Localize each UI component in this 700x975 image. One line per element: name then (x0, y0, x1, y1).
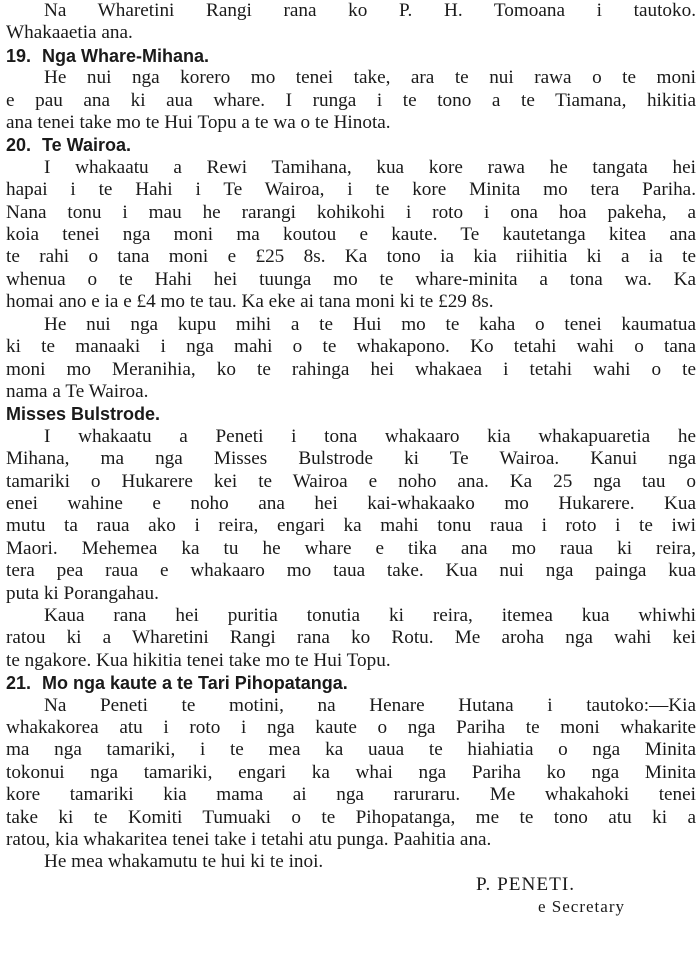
section-heading (6, 403, 696, 425)
text-line: ki te manaaki i nga mahi o te whakapono. Ko tetahi wahi o tana (6, 336, 696, 358)
text-line: te ngakore. Kua hikitia tenei take mo te Hui Topu. (6, 649, 391, 671)
text-line: Whakaaetia ana. (6, 22, 133, 44)
section-title: Te Wairoa. (42, 135, 132, 156)
section-heading (6, 134, 696, 156)
section-title: Misses Bulstrode. (6, 404, 161, 425)
signature-name: P. PENETI. (476, 873, 576, 895)
text-line: Na Wharetini Rangi rana ko P. H. Tomoana i tautoko. (44, 0, 696, 21)
text-line: nama a Te Wairoa. (6, 380, 149, 402)
text-line: I whakaatu a Rewi Tamihana, kua kore rawa he tangata hei (44, 156, 696, 178)
text-line: Kaua rana hei puritia tonutia ki reira, itemea kua whiwhi (44, 604, 696, 626)
text-line: puta ki Porangahau. (6, 582, 159, 604)
section-number: 20. (6, 135, 32, 156)
paragraph (6, 851, 696, 873)
paragraph (6, 314, 696, 404)
paragraph (6, 0, 696, 45)
paragraph (6, 67, 696, 134)
text-line: Nana tonu i mau he rarangi kohikohi i roto i ona hoa pakeha, a (6, 201, 696, 223)
section-heading (6, 672, 696, 694)
paragraph (6, 157, 696, 314)
text-line: moni mo Meranihia, ko te rahinga hei whakaea i tetahi wahi o te (6, 358, 696, 380)
text-line: He nui nga korero mo tenei take, ara te nui rawa o te moni (44, 67, 696, 89)
text-line: He nui nga kupu mihi a te Hui mo te kaha o tenei kaumatua (44, 313, 696, 335)
text-line: take ki te Komiti Tumuaki o te Pihopatanga, me te tono atu ki a (6, 806, 696, 828)
section-title: Mo nga kaute a te Tari Pihopatanga. (42, 673, 348, 694)
text-line: te rahi o tana moni e £25 8s. Ka tono ia kia riihitia ki a ia te (6, 246, 696, 268)
section-number: 21. (6, 673, 32, 694)
text-line: mutu ta raua ako i reira, engari ka mahi tonu raua i roto i te iwi (6, 515, 696, 537)
section-title: Nga Whare-Mihana. (42, 45, 210, 66)
text-line: hapai i te Hahi i Te Wairoa, i te kore Minita mo tera Pariha. (6, 179, 696, 201)
signature-role: e Secretary (538, 897, 625, 917)
section-heading (6, 45, 696, 67)
text-line: Mihana, ma nga Misses Bulstrode ki Te Wairoa. Kanui nga (6, 448, 696, 470)
text-line: tokonui nga tamariki, engari ka whai nga Pariha ko nga Minita (6, 761, 696, 783)
text-line: whenua o te Hahi hei tuunga mo te whare-minita a tona wa. Ka (6, 268, 696, 290)
text-line: homai ano e ia e £4 mo te tau. Ka eke ai tana moni ki te £29 8s. (6, 291, 494, 313)
text-line: ratou ki a Wharetini Rangi rana ko Rotu. Me aroha nga wahi kei (6, 627, 696, 649)
document-page (6, 0, 696, 975)
text-line: tera pea raua e whakaaro mo taua take. Kua nui nga painga kua (6, 560, 696, 582)
section-number: 19. (6, 45, 32, 66)
text-line: e pau ana ki aua whare. I runga i te tono a te Tiamana, hikitia (6, 89, 696, 111)
text-line: kore tamariki kia mama ai nga raruraru. Me whakahoki tenei (6, 784, 696, 806)
text-line: ana tenei take mo te Hui Topu a te wa o te Hinota. (6, 112, 391, 134)
text-line: koia tenei nga moni ma koutou e kaute. Te kautetanga kitea ana (6, 224, 696, 246)
text-line: whakakorea atu i roto i nga kaute o nga Pariha te moni whakarite (6, 717, 696, 738)
paragraph (6, 605, 696, 672)
text-line: tamariki o Hukarere kei te Wairoa e noho ana. Ka 25 nga tau o (6, 470, 696, 492)
paragraph (6, 426, 696, 605)
text-line: Maori. Mehemea ka tu he whare e tika ana mo raua ki reira, (6, 537, 696, 559)
text-line: ratou, kia whakaritea tenei take i tetahi atu punga. Paahitia ana. (6, 829, 492, 851)
paragraph (6, 695, 696, 852)
text-line: He mea whakamutu te hui ki te inoi. (44, 851, 324, 873)
text-line: Na Peneti te motini, na Henare Hutana i tautoko:—Kia (44, 694, 696, 716)
text-line: enei wahine e noho ana hei kai-whakaako mo Hukarere. Kua (6, 492, 696, 514)
text-line: ma nga tamariki, i te mea ka uaua te hiahiatia o nga Minita (6, 739, 696, 761)
text-line: I whakaatu a Peneti i tona whakaaro kia whakapuaretia he (44, 425, 696, 447)
